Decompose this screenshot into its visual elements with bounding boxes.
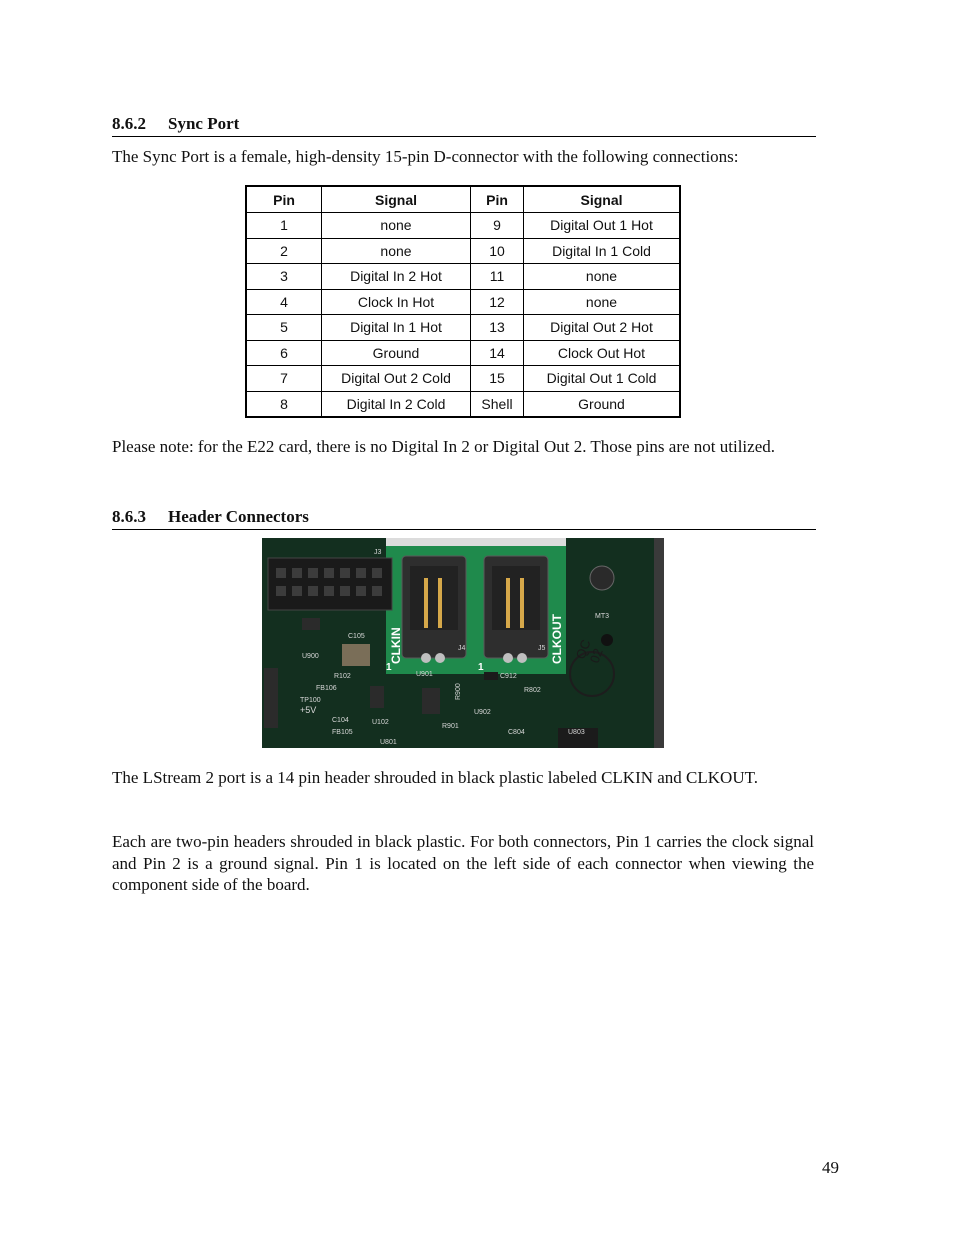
c804-label: C804 — [508, 729, 525, 736]
pin1-marker: 1 — [478, 662, 484, 673]
header-connectors-photo — [262, 538, 664, 748]
fb106-label: FB106 — [316, 685, 337, 692]
r102-label: R102 — [334, 673, 351, 680]
pin1-marker: 1 — [386, 662, 392, 673]
c104-label: C104 — [332, 717, 349, 724]
u902-label: U902 — [474, 709, 491, 716]
tp100-label: TP100 — [300, 697, 321, 704]
table-row — [246, 315, 680, 341]
j5-pin-1 — [506, 578, 510, 628]
page-number: 49 — [822, 1158, 839, 1177]
u801-label: U801 — [380, 739, 397, 746]
sync-port-pinout-table — [245, 185, 681, 418]
r900-label: R900 — [455, 683, 462, 700]
section-heading-header-connectors — [112, 507, 816, 530]
table-row — [246, 264, 680, 290]
signal-name: none — [322, 238, 471, 264]
header-pin: Pin — [471, 186, 524, 213]
signal-name: Digital Out 2 Cold — [322, 366, 471, 392]
j4-pin-1 — [424, 578, 428, 628]
signal-name: Ground — [322, 340, 471, 366]
signal-name: Digital In 1 Hot — [322, 315, 471, 341]
fb105-label: FB105 — [332, 729, 353, 736]
signal-name: Digital In 2 Hot — [322, 264, 471, 290]
j5-label: J5 — [538, 645, 546, 652]
signal-name: Digital In 2 Cold — [322, 391, 471, 417]
pin-number: 13 — [471, 315, 524, 341]
u901-label: U901 — [416, 671, 433, 678]
section-title: Header Connectors — [168, 507, 309, 526]
highlight-top-strip — [386, 538, 566, 546]
u900-label: U900 — [302, 653, 319, 660]
table-row — [246, 238, 680, 264]
chip — [264, 668, 278, 728]
pin-number: 1 — [246, 213, 322, 239]
chip — [422, 688, 440, 714]
section-number: 8.6.2 — [112, 114, 146, 133]
signal-name: Digital Out 1 Hot — [524, 213, 681, 239]
pin-number: 9 — [471, 213, 524, 239]
pin-number: 5 — [246, 315, 322, 341]
c912-label: C912 — [500, 673, 517, 680]
pin-number: 4 — [246, 289, 322, 315]
pin-number: 15 — [471, 366, 524, 392]
r901-label: R901 — [442, 723, 459, 730]
pin-number: 3 — [246, 264, 322, 290]
pin-number: 7 — [246, 366, 322, 392]
capacitor — [342, 644, 370, 666]
r802-label: R802 — [524, 687, 541, 694]
signal-name: Digital Out 1 Cold — [524, 366, 681, 392]
pin-number: 11 — [471, 264, 524, 290]
header-signal: Signal — [322, 186, 471, 213]
c105-label: C105 — [348, 633, 365, 640]
signal-name: Clock In Hot — [322, 289, 471, 315]
board-edge — [654, 538, 664, 748]
table-row — [246, 289, 680, 315]
u102-label: U102 — [372, 719, 389, 726]
via — [601, 634, 613, 646]
lstream-paragraph: The LStream 2 port is a 14 pin header shrouded in black plastic labeled CLKIN and CLKOUT. — [112, 768, 758, 787]
signal-name: none — [524, 264, 681, 290]
j4-label: J4 — [458, 645, 466, 652]
sync-intro-text: The Sync Port is a female, high-density 15-pin D-connector with the following connections: — [112, 147, 739, 166]
pad — [421, 653, 431, 663]
pad — [435, 653, 445, 663]
section-title: Sync Port — [168, 114, 240, 133]
table-row — [246, 391, 680, 417]
signal-name: none — [524, 289, 681, 315]
chip — [302, 618, 320, 630]
header-pin: Pin — [246, 186, 322, 213]
chip — [370, 686, 384, 708]
pad — [517, 653, 527, 663]
table-row — [246, 213, 680, 239]
connector-j5-shroud — [492, 566, 540, 630]
header-signal: Signal — [524, 186, 681, 213]
j3-label: J3 — [374, 549, 382, 556]
u803-label: U803 — [568, 729, 585, 736]
j4-pin-2 — [438, 578, 442, 628]
mounting-hole — [590, 566, 614, 590]
signal-name: Digital Out 2 Hot — [524, 315, 681, 341]
pin-number: 14 — [471, 340, 524, 366]
section-number: 8.6.3 — [112, 507, 146, 526]
table-header-row — [246, 186, 680, 213]
chip — [484, 672, 498, 680]
pcb-photo-svg — [262, 538, 664, 748]
qc-number: 02 — [586, 646, 606, 666]
signal-name: Clock Out Hot — [524, 340, 681, 366]
pin-number: Shell — [471, 391, 524, 417]
pin-number: 10 — [471, 238, 524, 264]
pin-number: 6 — [246, 340, 322, 366]
qc-label: QC — [572, 637, 594, 662]
pin-number: 2 — [246, 238, 322, 264]
pin-number: 8 — [246, 391, 322, 417]
mt3-label: MT3 — [595, 613, 609, 620]
pad — [503, 653, 513, 663]
signal-name: none — [322, 213, 471, 239]
signal-name: Ground — [524, 391, 681, 417]
clkin-label: CLKIN — [389, 627, 403, 664]
section-heading-sync-port — [112, 114, 816, 137]
e22-note: Please note: for the E22 card, there is no Digital In 2 or Digital Out 2. Those pins are not utilized. — [112, 437, 775, 456]
clkout-label: CLKOUT — [550, 614, 564, 664]
header-j3 — [268, 558, 392, 610]
plus5v-label: +5V — [300, 705, 317, 715]
pin-number: 12 — [471, 289, 524, 315]
connector-j4-shroud — [410, 566, 458, 630]
table-row — [246, 366, 680, 392]
table-row — [246, 340, 680, 366]
header-pinout-paragraph: Each are two-pin headers shrouded in black plastic. For both connectors, Pin 1 carries the clock signal and Pin 2 is a ground signal. Pin 1 is located on the left side of each connector when viewing the component side of the board. — [112, 832, 814, 894]
j5-pin-2 — [520, 578, 524, 628]
signal-name: Digital In 1 Cold — [524, 238, 681, 264]
